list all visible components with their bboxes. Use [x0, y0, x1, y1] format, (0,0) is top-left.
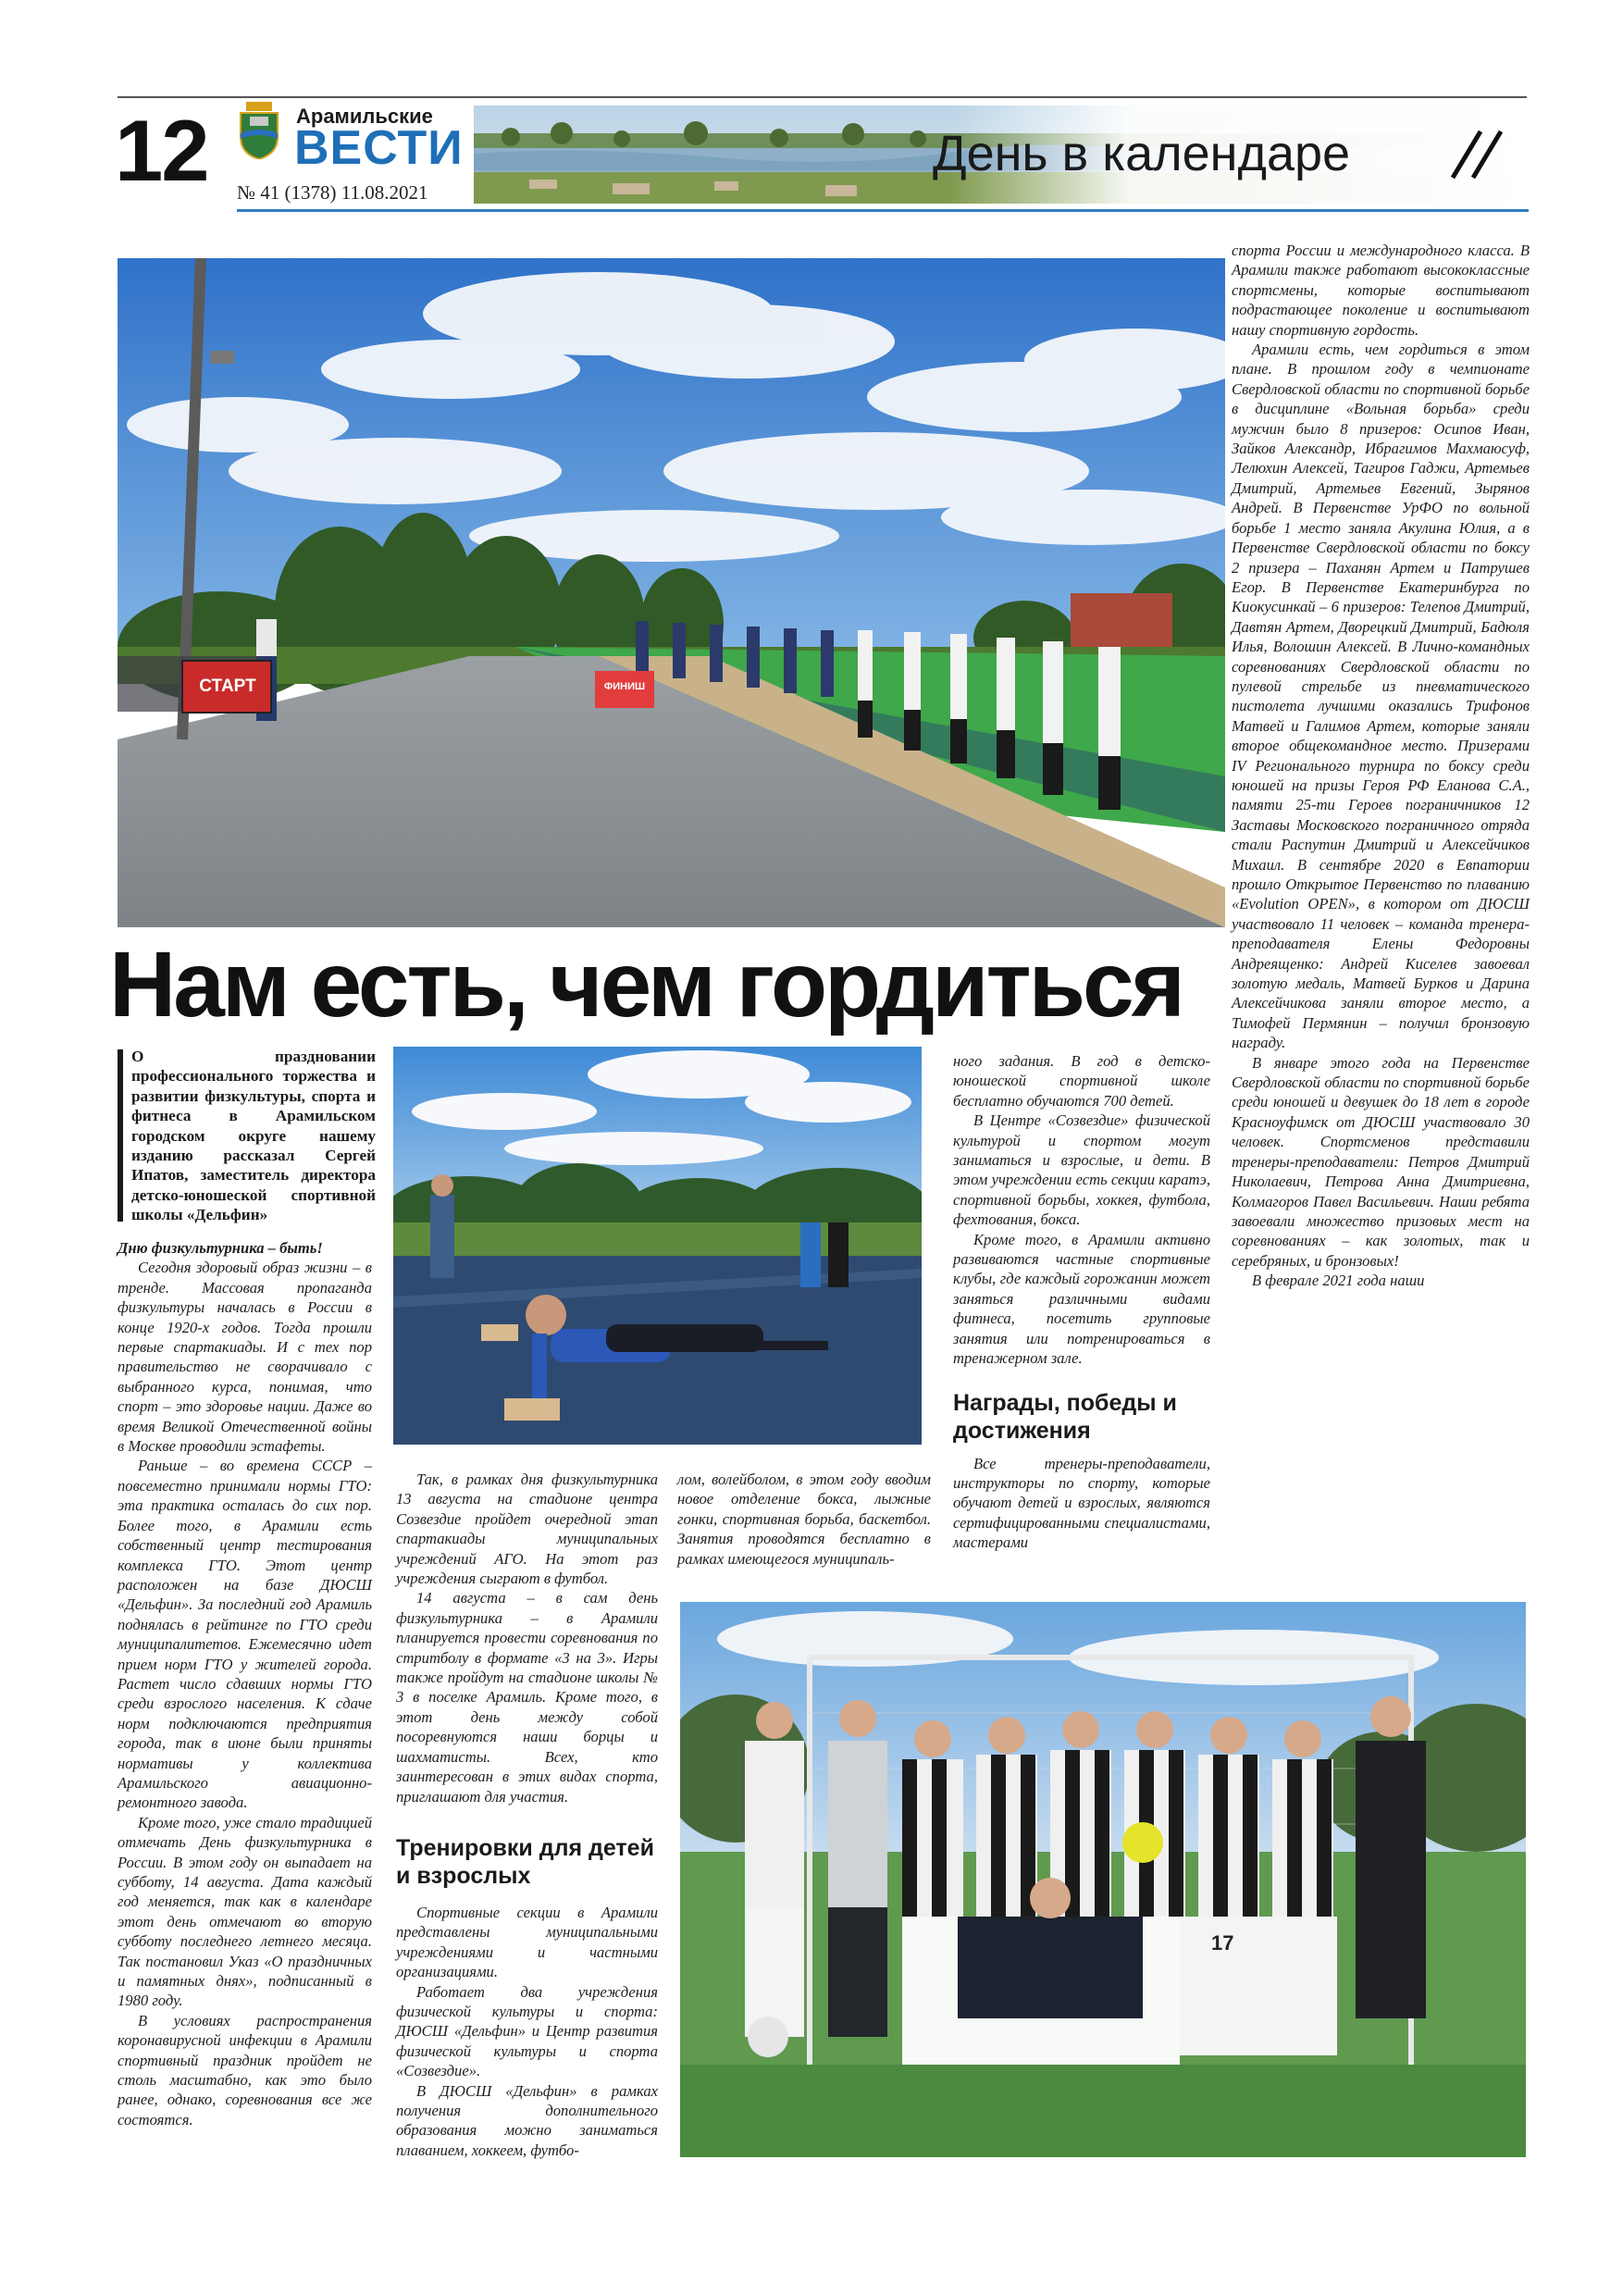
photo-football-team [680, 1602, 1526, 2157]
photo-track-start [118, 258, 1225, 927]
column-3 [677, 1470, 931, 1569]
subhead-training: Тренировки для детей и взрослых [396, 1834, 654, 1889]
column-4-paragraph: В Центре «Созвездие» физической культурой и спортом могут заниматься и взрослые, и дети. В этом учреждении есть секции каратэ, спортивной борьбы, хоккея, футбола, фехтования, бокса. [953, 1111, 1210, 1229]
column-5-paragraph: спорта России и международного класса. В Арамили также работают высококлассные спортсмены, которые воспитывают подрастающее поколение и воспитывают нашу спортивную гордость. [1232, 242, 1530, 339]
start-sign-label: СТАРТ [199, 676, 256, 696]
column-1-paragraph: Сегодня здоровый образ жизни – в тренде. Массовая пропаганда физкультуры началась в России в конце 1920-х годов. Тогда прошли первые спартакиады. И с тех пор правительство не сворачивало с выбранного курса, понимая, что спорт – это здоровье нации. Даже во время Великой Отечественной войны в Москве проводили эстафеты. [118, 1259, 372, 1456]
jersey-number: 17 [1211, 1931, 1234, 1955]
column-4-paragraph: Кроме того, в Арамили активно развиваются частные спортивные клубы, где каждый горожанин может заняться различными видами фитнеса, посетить групповые занятия или потренироваться в тренажерном зале. [953, 1230, 1210, 1368]
column-2-paragraph: Так, в рамках дня физкультурника 13 августа на стадионе центра Созвездие пройдет очередной этап спартакиады муниципальных учреждений АГО. На этот раз учреждения сыграют в футбол. [396, 1471, 658, 1588]
logo-line1: Арамильские [296, 105, 433, 128]
column-4-paragraph: ного задания. В год в детско-юношеской спортивной школе бесплатно обучаются 700 детей. [953, 1052, 1210, 1110]
coat-of-arms-icon [239, 102, 279, 159]
subhead-awards: Награды, победы и достижения [953, 1389, 1177, 1444]
section-title: День в календаре [933, 126, 1351, 181]
column-3-paragraph: лом, волейболом, в этом году вводим новое отделение бокса, лыжные гонки, спортивная борьба, баскетбол. Занятия проводятся бесплатно в рамках имеющегося муниципаль- [677, 1471, 931, 1568]
column-1-subtitle: Дню физкультурника – быть! [118, 1239, 323, 1257]
column-2-paragraph: В ДЮСШ «Дельфин» в рамках получения дополнительного образования можно заниматься плаванием, хоккеем, футбо- [396, 2081, 658, 2159]
column-1-paragraph: Раньше – во времена СССР – повсеместно принимали нормы ГТО: эта практика осталась до сих пор. Более того, в Арамили есть собственный центр тестирования комплекса ГТО. Этот центр расположен на базе ДЮСШ «Дельфин». За последний год Арамиль поднялась в рейтинге по ГТО среди муниципалитетов. Ежемесячно идет прием норм ГТО у жителей города. Растет число сдавших нормы ГТО среди взрослого населения. К сдаче норм подключаются предприятия города, так в июне были приняты нормативы у коллектива Арамильского авиационно-ремонтного завода. [118, 1457, 372, 1812]
section-slashes-icon [1445, 128, 1510, 181]
page-number: 12 [115, 102, 208, 199]
column-4 [953, 1051, 1210, 1553]
lead-bar [118, 1049, 123, 1222]
column-2-paragraph: Работает два учреждения физической культуры и спорта: ДЮСШ «Дельфин» и Центр развития физической культуры и спорта «Созвездие». [396, 1982, 658, 2080]
column-1-paragraph: В условиях распространения коронавирусной инфекции в Арамили спортивный праздник пройдет не столь масштабно, как это было ранее, однако, соревнования все же состоятся. [118, 2011, 372, 2128]
column-1 [118, 1238, 372, 2129]
logo-line2: ВЕСТИ [294, 121, 464, 175]
headline: Нам есть, чем гордиться [109, 933, 1183, 1036]
column-5-paragraph: Арамили есть, чем гордиться в этом плане. В прошлом году в чемпионате Свердловской области по спортивной борьбе в дисциплине «Вольная борьба» среди мужчин было 8 призеров: Осипов Иван, Зайков Александр, Ибрагимов Махмаюсуф, Лелюхин Алексей, Тагиров Гаджи, Артемьев Дмитрий, Артемьев Евгений, Зырянов Андрей. В Первенстве УрФО по вольной борьбе 1 место заняла Акулина Юлия, а в Первенстве Свердловской области по боксу 2 призера – Паханян Артем и Патрушев Егор. В Первенстве Екатеринбурга по Киокусинкай – 6 призеров: Телепов Дмитрий, Давтян Артем, Дворецкий Дмитрий, Бадюля Илья, Волошин Алексей. В Лично-командных соревнованиях Свердловской области по пулевой стрельбе из пневматического пистолета лучшими оказались Трифонов Матвей и Галимов Артем, которые заняли второе общекомандное место. Призерами IV Регионального турнира по боксу среди юношей на призы Героя РФ Еланова С.А., памяти 25-ти Героев пограничников 12 Заставы Московского пограничного отряда стали Распутин Дмитрий и Алексейчиков Михаил. В сентябре 2020 в Евпатории прошло Открытое Первенство по плаванию «Evolution OPEN», в котором от ДЮСШ участвовало 11 человек – команда тренера-преподавателя Елены Федоровны Андреященко: Андрей Киселев завоевал золотую медаль, Матвей Бурков и Дарина Алексейчикова заняли второе место, а Тимофей Пермянин – получил бронзовую награду. [1232, 341, 1530, 1052]
page-top-rule [118, 96, 1527, 98]
column-2-paragraph: Спортивные секции в Арамили представлены муниципальными учреждениями и частными организациями. [396, 1903, 658, 1981]
column-5-paragraph: В январе этого года на Первенстве Свердловской области по спортивной борьбе среди юношей и девушек до 18 лет в городе Красноуфимск от ДЮСШ участвовало 30 человек. Спортсменов представили тренеры-преподаватели: Петров Дмитрий Николаевич, Петрова Анна Дмитриевна, Колмагоров Павел Васильевич. Наши ребята завоевали множество призовых мест на соревнованиях – как золотых, так и серебряных, и бронзовых! [1232, 1053, 1530, 1270]
lead-paragraph: О праздновании профессионального торжества и развитии физкультуры, спорта и фитнеса в Арамильском городском округе нашему изданию рассказал Сергей Ипатов, заместитель директора детско-юношеской спортивной школы «Дельфин» [131, 1048, 376, 1224]
photo-pushups [393, 1047, 922, 1445]
column-2 [396, 1470, 658, 2160]
finish-sign-label: ФИНИШ [603, 681, 646, 692]
column-1-paragraph: Кроме того, уже стало традицией отмечать День физкультурника в России. В этом году он выпадает на субботу, 14 августа. Дата каждый год меняется, так как в календаре этот день отмечают во вторую субботу последнего летнего месяца. Так постановил Указ «О праздничных и памятных днях», подписанный в 1980 году. [118, 1813, 372, 2010]
issue-number: № 41 (1378) 11.08.2021 [237, 181, 428, 204]
column-2-paragraph: 14 августа – в сам день физкультурника – в Арамили планируется провести соревнования по стритболу в формате «3 на 3». Игры также пройдут на стадионе школы № 3 в поселке Арамиль. Кроме того, в этот день между собой посоревнуются наши борцы и шахматисты. Всех, кто заинтересован в этих видах спорта, приглашают для участия. [396, 1589, 658, 1806]
column-4-paragraph: Все тренеры-преподаватели, инструкторы по спорту, которые обучают детей и взрослых, являются сертифицированными специалистами, мастерами [953, 1454, 1210, 1552]
column-5-paragraph: В феврале 2021 года наши [1252, 1272, 1425, 1290]
header-blue-rule [237, 209, 1529, 212]
column-5 [1232, 241, 1530, 1291]
